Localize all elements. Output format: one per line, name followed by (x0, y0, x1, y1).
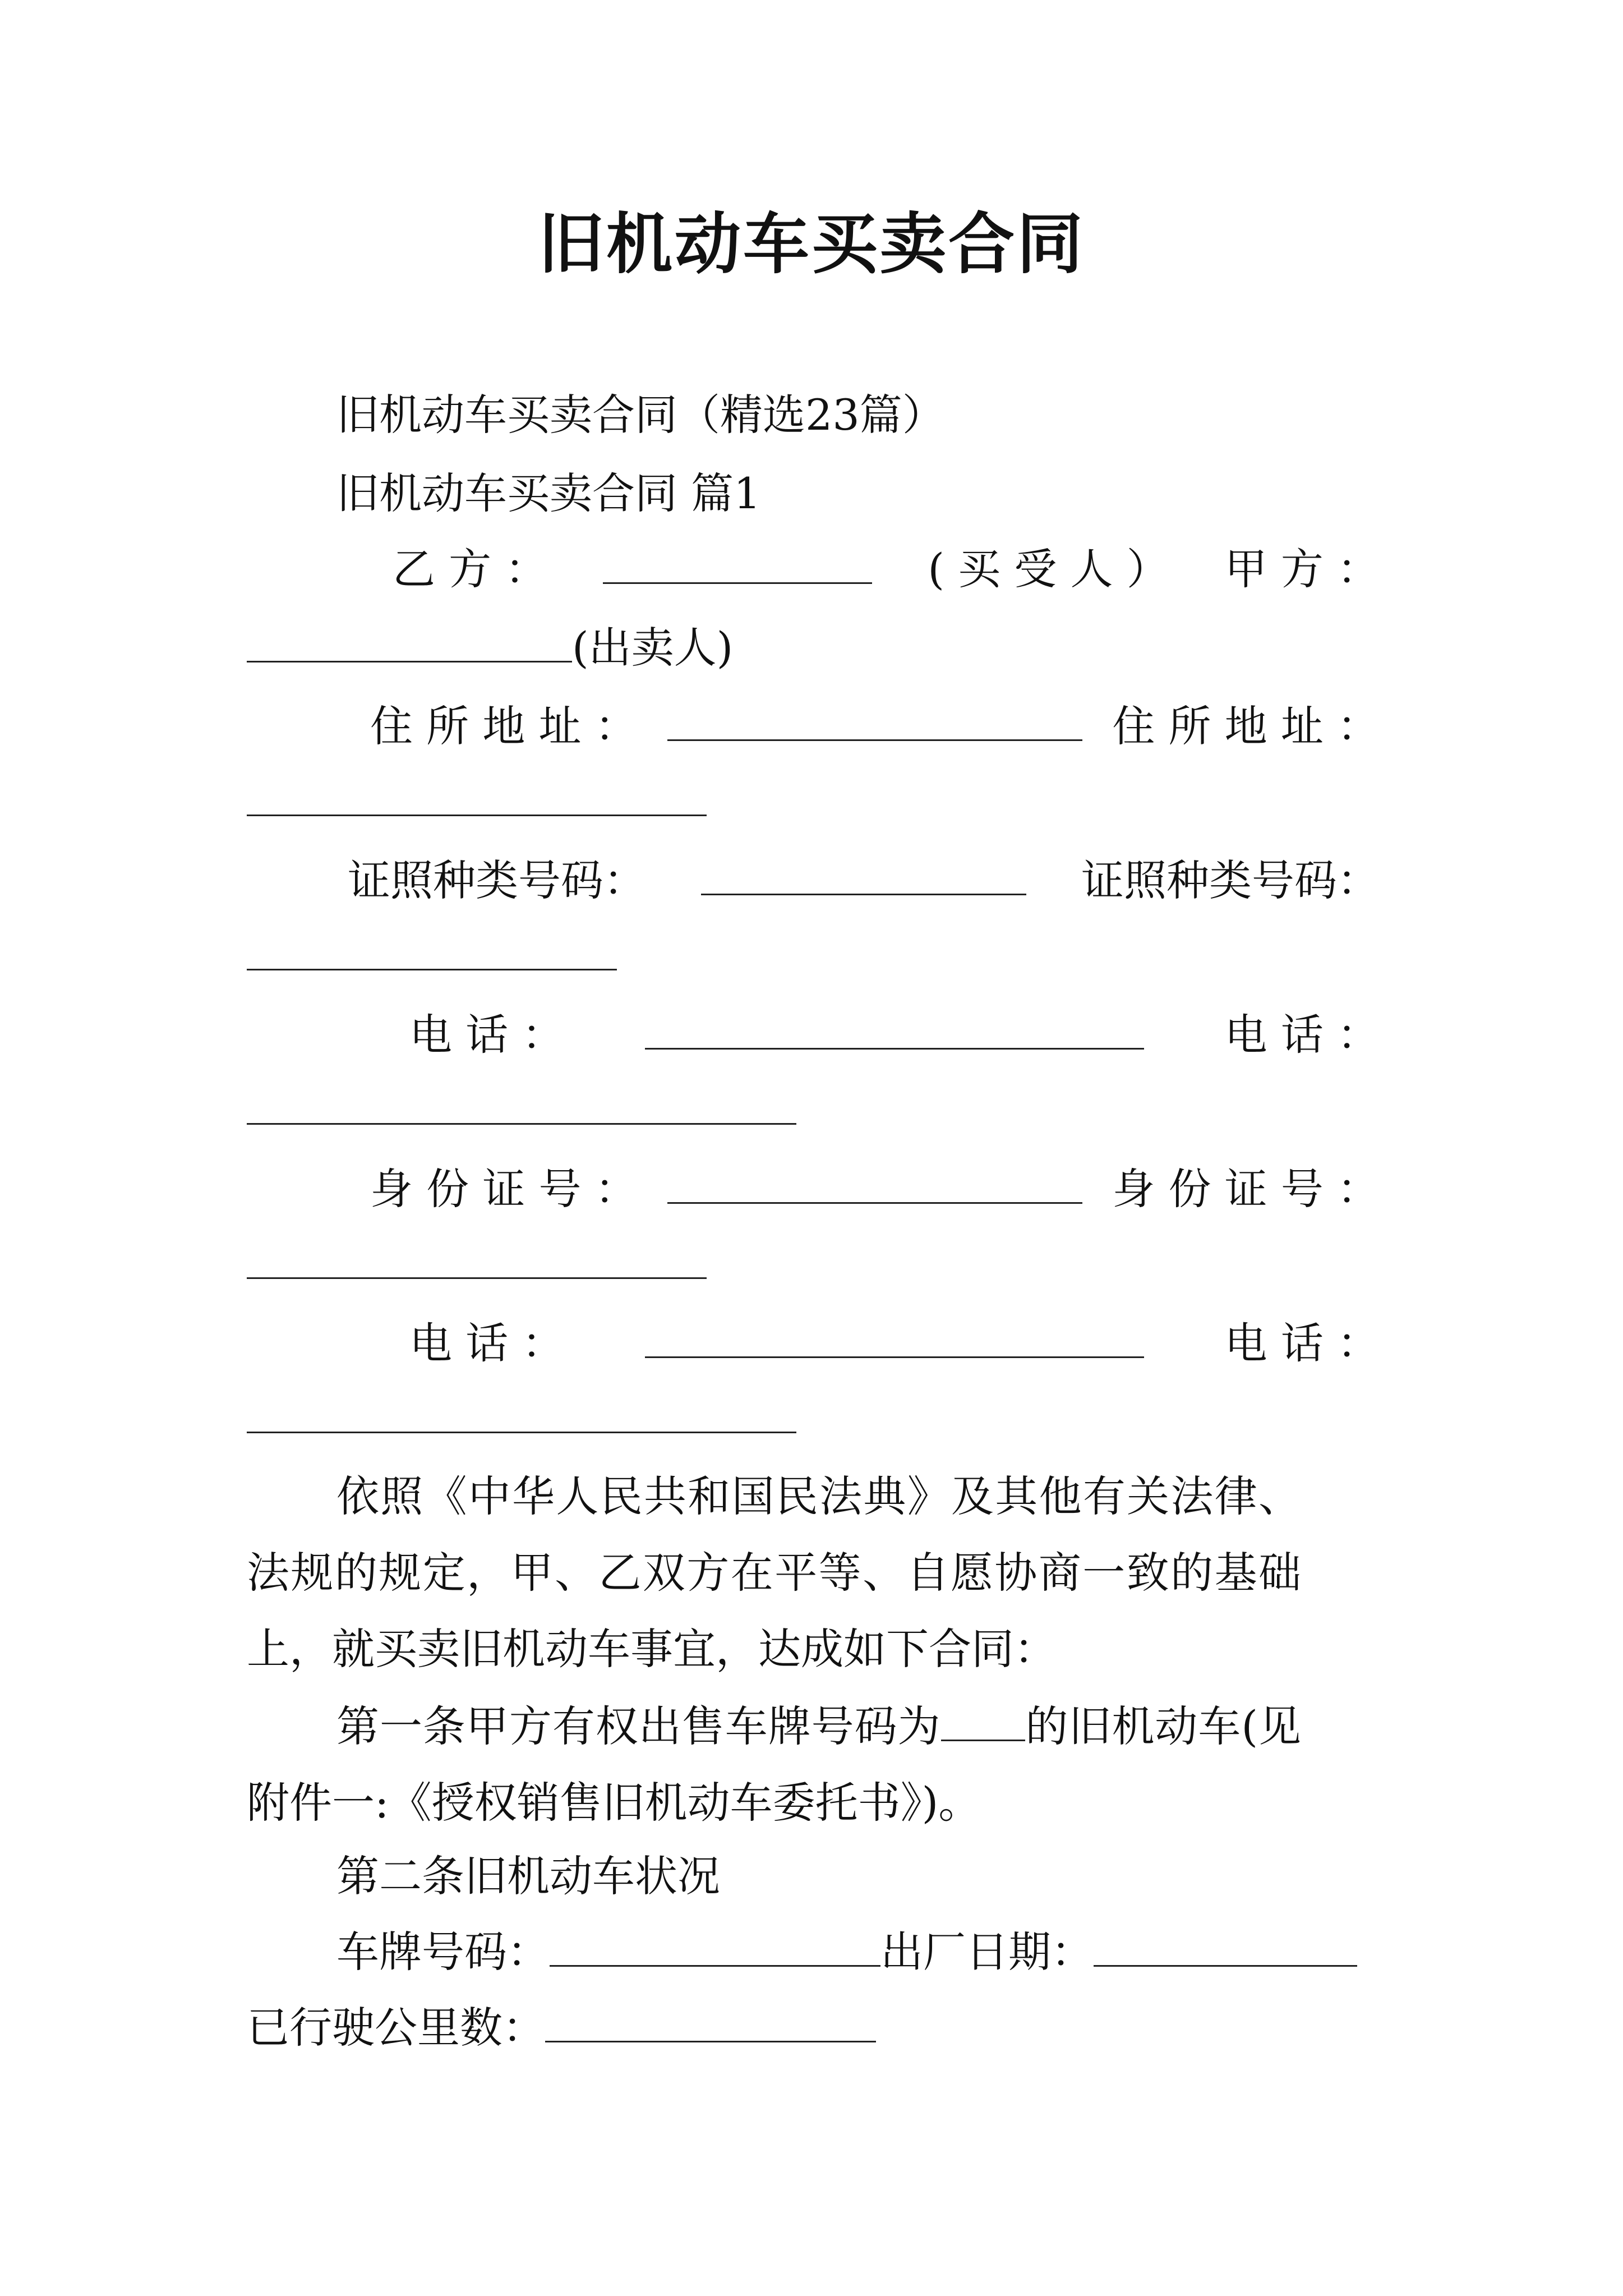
plate-blank[interactable] (550, 1925, 880, 1967)
id-number-label-b: 身 份 证 号 ： (370, 1164, 638, 1214)
phone-blank-a[interactable] (247, 1123, 796, 1125)
id-number-line (370, 1161, 1380, 1217)
address-label-a: 住 所 地 址 ： (1112, 701, 1380, 751)
phone-blank-b[interactable] (645, 1007, 1144, 1050)
phone-blank-a-2[interactable] (247, 1432, 796, 1433)
address-line (370, 698, 1380, 754)
phone-line-2 (409, 1315, 1380, 1372)
party-a-label: 甲 方 ： (1224, 544, 1380, 594)
id-type-line (348, 853, 1380, 909)
id-type-blank-a[interactable] (247, 969, 617, 970)
address-label-b: 住 所 地 址 ： (370, 701, 638, 751)
seller-line (247, 620, 733, 676)
phone-label-b: 电 话 ： (409, 1010, 565, 1060)
document-subtitle: 旧机动车买卖合同（精选23篇） (336, 390, 945, 440)
phone-label-b-2: 电 话 ： (409, 1318, 565, 1368)
plate-label: 车牌号码： (336, 1927, 550, 1977)
address-blank-b[interactable] (667, 699, 1082, 741)
mileage-label: 已行驶公里数： (247, 2003, 545, 2053)
article-2-heading: 第二条旧机动车状况 (336, 1851, 720, 1901)
address-blank-a[interactable] (247, 815, 707, 816)
buyer-note: ( 买 受 人 ） (928, 544, 1169, 594)
intro-paragraph: 依照《中华人民共和国民法典》及其他有关法律、法规的规定，甲、乙双方在平等、自愿协商一致的基础上，就买卖旧机动车事宜，达成如下合同： (247, 1471, 1301, 1674)
id-number-blank-a[interactable] (247, 1277, 707, 1279)
article-1-text-a: 第一条甲方有权出售车牌号码为 (336, 1701, 941, 1751)
mileage-blank[interactable] (545, 2000, 876, 2042)
seller-note: (出卖人) (572, 623, 734, 673)
id-number-label-a: 身 份 证 号 ： (1112, 1164, 1380, 1214)
party-b-blank[interactable] (603, 542, 872, 584)
factory-date-blank[interactable] (1094, 1925, 1357, 1967)
phone-label-a-2: 电 话 ： (1224, 1318, 1380, 1368)
section-heading: 旧机动车买卖合同 篇1 (336, 468, 761, 518)
article-1-text-b: 的旧机动车(见附件一:《授权销售旧机动车委托书》)。 (247, 1701, 1301, 1828)
id-type-label-a: 证照种类号码： (1081, 855, 1380, 905)
party-a-blank[interactable] (247, 620, 572, 662)
id-type-label-b: 证照种类号码： (348, 855, 646, 905)
phone-blank-b-2[interactable] (645, 1316, 1144, 1358)
plate-number-blank-inline[interactable] (941, 1706, 1025, 1741)
vehicle-info-line (336, 1924, 1357, 1980)
mileage-line (247, 2000, 876, 2056)
id-number-blank-b[interactable] (667, 1162, 1082, 1204)
party-b-label: 乙 方 ： (393, 544, 548, 594)
id-type-blank-b[interactable] (701, 853, 1026, 895)
article-1 (247, 1688, 1301, 1841)
phone-label-a: 电 话 ： (1224, 1010, 1380, 1060)
factory-date-label: 出厂日期： (880, 1927, 1094, 1977)
document-title: 旧机动车买卖合同 (537, 205, 1085, 283)
party-line (393, 541, 1380, 597)
phone-line-1 (409, 1007, 1380, 1063)
